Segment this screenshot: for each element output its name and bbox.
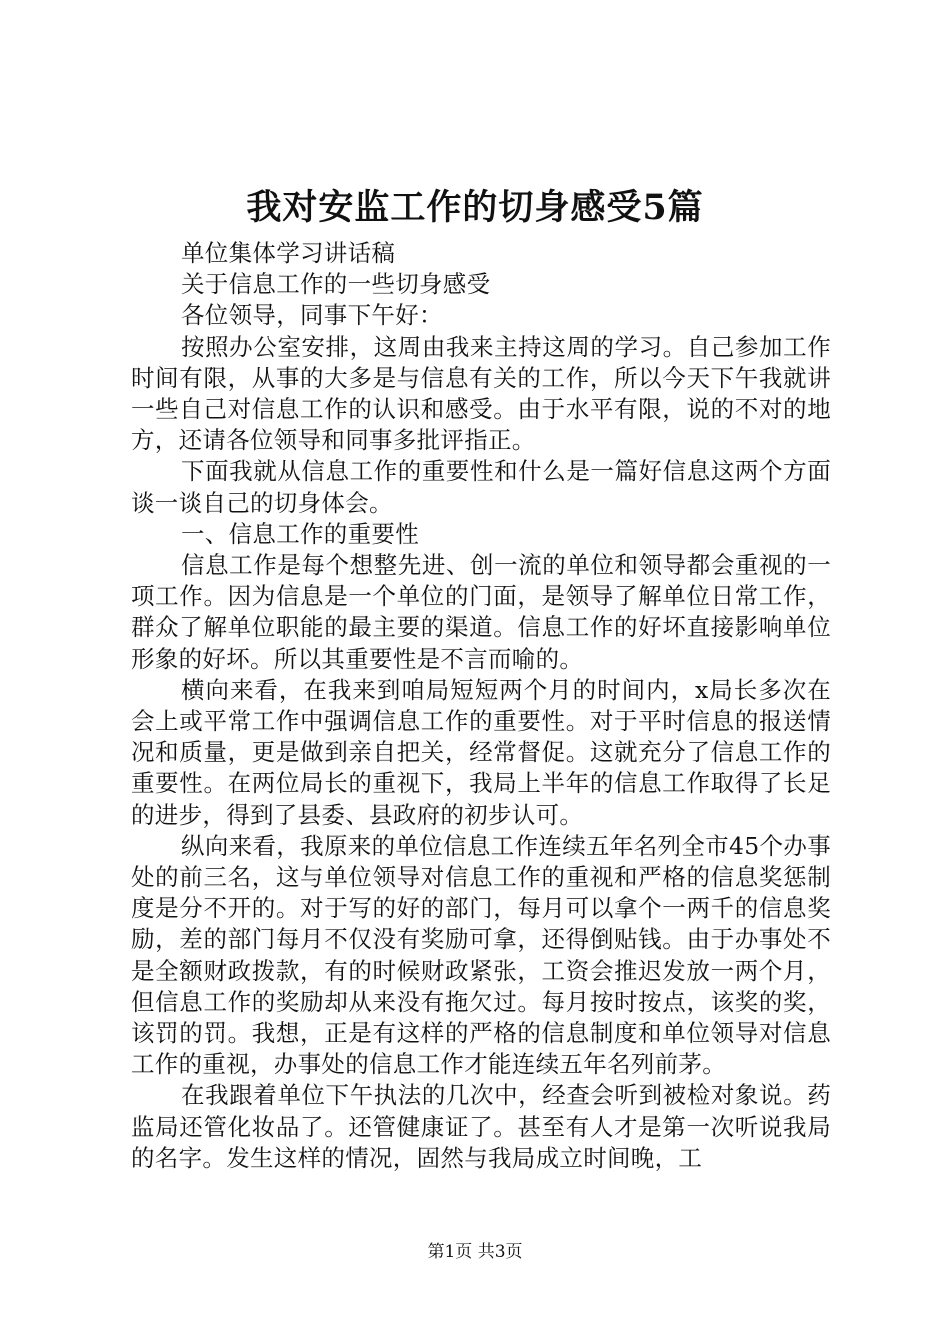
section-heading: 一、信息工作的重要性: [181, 519, 419, 548]
paragraph-3: 各位领导，同事下午好：: [181, 301, 443, 330]
paragraph-1: 单位集体学习讲话稿: [181, 239, 396, 267]
document-title: 我对安监工作的切身感受5篇: [246, 187, 704, 228]
paragraph-2: 关于信息工作的一些切身感受: [181, 270, 491, 299]
paragraph-8: 纵向来看，我原来的单位信息工作连续五年名列全市45个办事处的前三名，这与单位领导对信息工作的重视和严格的信息奖惩制度是分不开的。对于写的好的部门，每月可以拿个一两千的信息奖励，差的部门每月不仅没有奖励可拿，还得倒贴钱。由于办事处不是全额财政拨款，有的时候财政紧张，工资会推迟发放一两个月，但信息工作的奖励却从来没有拖欠过。每月按时按点，该奖的奖，该罚的罚。我想，正是有这样的严格的信息制度和单位领导对信息工作的重视，办事处的信息工作才能连续五年名列前茅。: [131, 831, 831, 1079]
paragraph-9: 在我跟着单位下午执法的几次中，经查会听到被检对象说。药监局还管化妆品了。还管健康证了。甚至有人才是第一次听说我局的名字。发生这样的情况，固然与我局成立时间晚，工: [131, 1081, 831, 1172]
paragraph-4: 按照办公室安排，这周由我来主持这周的学习。自己参加工作时间有限，从事的大多是与信息有关的工作，所以今天下午我就讲一些自己对信息工作的认识和感受。由于水平有限，说的不对的地方，还请各位领导和同事多批评指正。: [131, 332, 831, 455]
paragraph-6: 信息工作是每个想整先进、创一流的单位和领导都会重视的一项工作。因为信息是一个单位的门面，是领导了解单位日常工作，群众了解单位职能的最主要的渠道。信息工作的好坏直接影响单位形象的好坏。所以其重要性是不言而喻的。: [131, 551, 831, 673]
document-body: [131, 238, 831, 1174]
paragraph-5: 下面我就从信息工作的重要性和什么是一篇好信息这两个方面谈一谈自己的切身体会。: [131, 457, 831, 517]
page-footer: 第1页 共3页: [427, 1242, 523, 1262]
paragraph-7: 横向来看，在我来到咱局短短两个月的时间内，x局长多次在会上或平常工作中强调信息工作的重要性。对于平时信息的报送情况和质量，更是做到亲自把关，经常督促。这就充分了信息工作的重要性。在两位局长的重视下，我局上半年的信息工作取得了长足的进步，得到了县委、县政府的初步认可。: [131, 675, 831, 829]
